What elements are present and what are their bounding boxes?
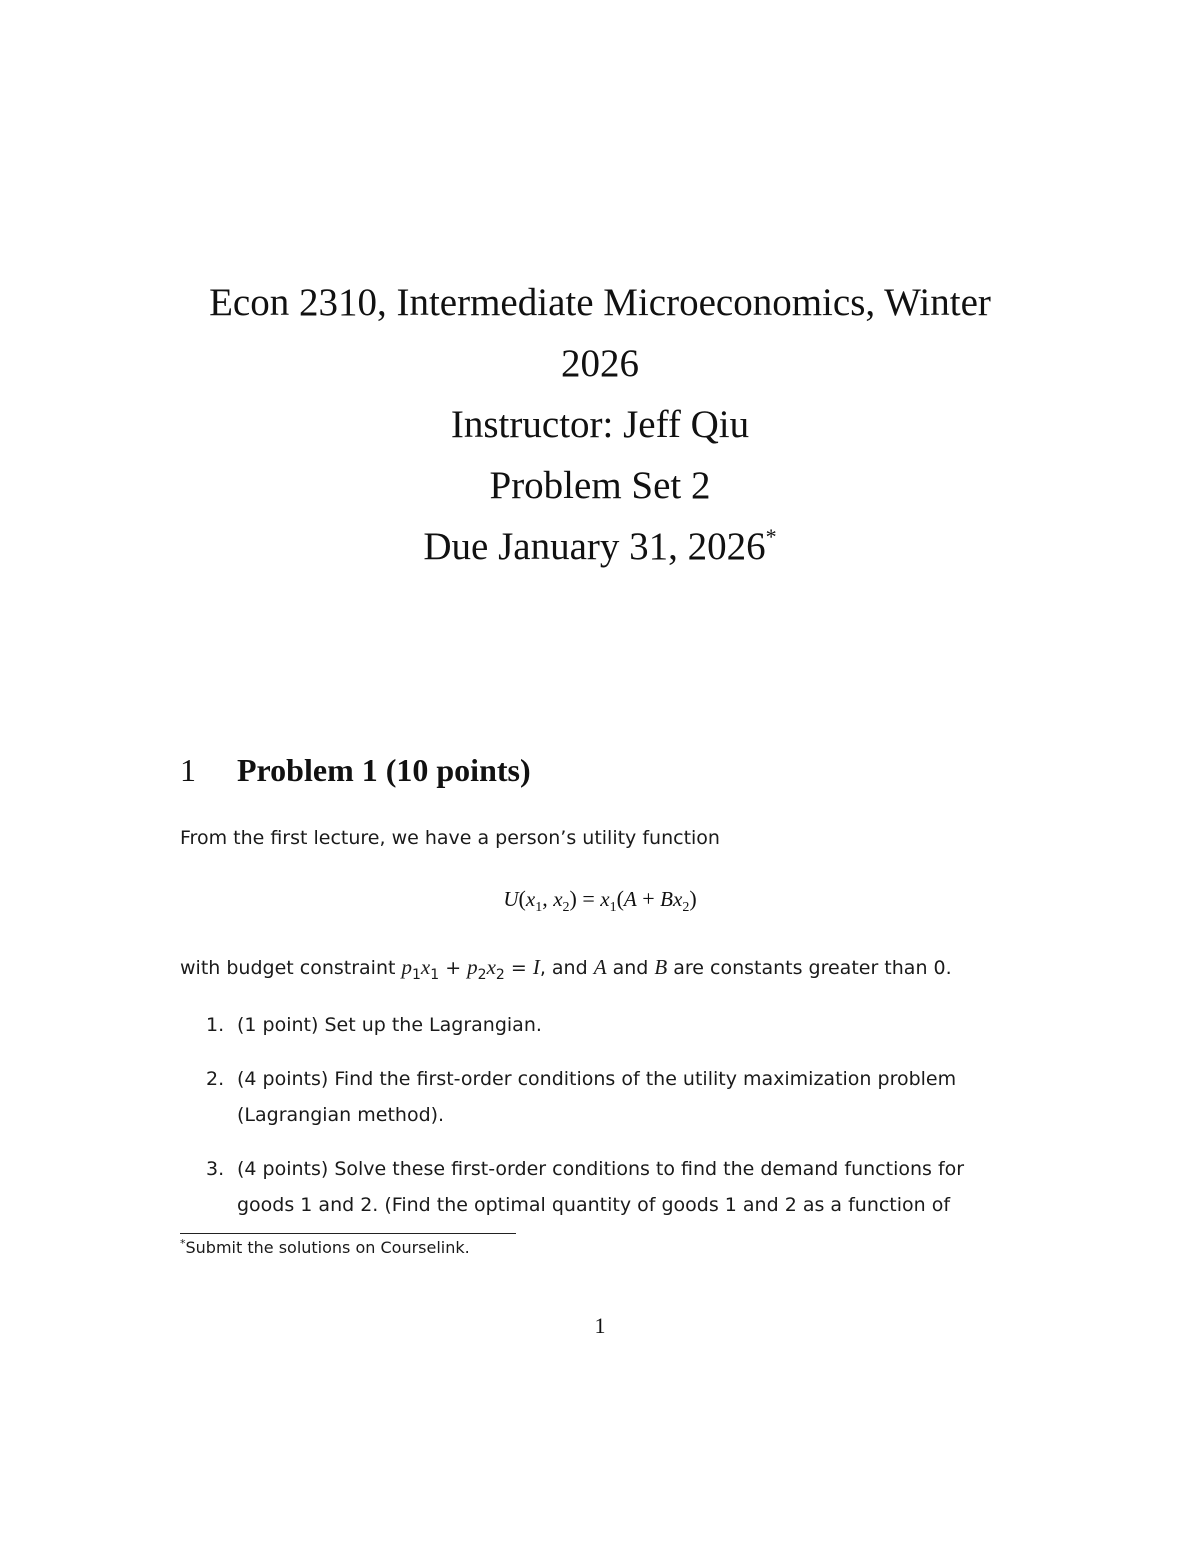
list-marker: 3.	[206, 1158, 225, 1180]
due-date: Due January 31, 2026	[423, 525, 766, 568]
footnote-mark: *	[180, 1237, 186, 1250]
footnote-text: Submit the solutions on Courselink.	[185, 1238, 470, 1257]
due-footnote-mark: *	[765, 524, 777, 549]
list-item-text: (4 points) Find the first-order conditions of the utility maximization problem (Lagrangian method).	[237, 1068, 957, 1126]
section-heading	[180, 752, 531, 789]
course-title: Econ 2310, Intermediate Microeconomics, Winter	[209, 281, 991, 324]
list-item-text: (4 points) Solve these first-order conditions to find the demand functions for goods 1 and 2. (Find the optimal quantity of goods 1 and 2 as a function of	[237, 1158, 965, 1216]
utility-equation: $U(x_1$, $x_2) = x_1(A + Bx_2)$	[503, 886, 697, 915]
list-item	[180, 1007, 1025, 1043]
course-term-year: 2026	[561, 342, 639, 385]
instructor-line: Instructor: Jeff Qiu	[450, 403, 750, 446]
footnote	[180, 1237, 470, 1257]
title-block	[0, 272, 1200, 577]
list-marker: 1.	[206, 1014, 225, 1036]
page-number: 1	[594, 1313, 606, 1338]
list-item	[180, 1151, 1025, 1223]
footnote-rule	[180, 1233, 516, 1234]
list-item	[180, 1061, 1025, 1133]
problem-set-title: Problem Set 2	[489, 464, 711, 507]
list-marker: 2.	[206, 1068, 225, 1090]
due-date-line	[0, 516, 1200, 577]
section-title: Problem 1 (10 points)	[237, 752, 531, 788]
list-item-text: (1 point) Set up the Lagrangian.	[237, 1014, 542, 1036]
section-number: 1	[180, 752, 196, 788]
question-list	[180, 1007, 1025, 1223]
intro-paragraph: From the first lecture, we have a person’s utility function	[180, 827, 720, 849]
budget-constraint-paragraph: with budget constraint $p_1x_1 + p_2x_2 = I$, and A and B are constants greater than 0.	[180, 955, 952, 983]
